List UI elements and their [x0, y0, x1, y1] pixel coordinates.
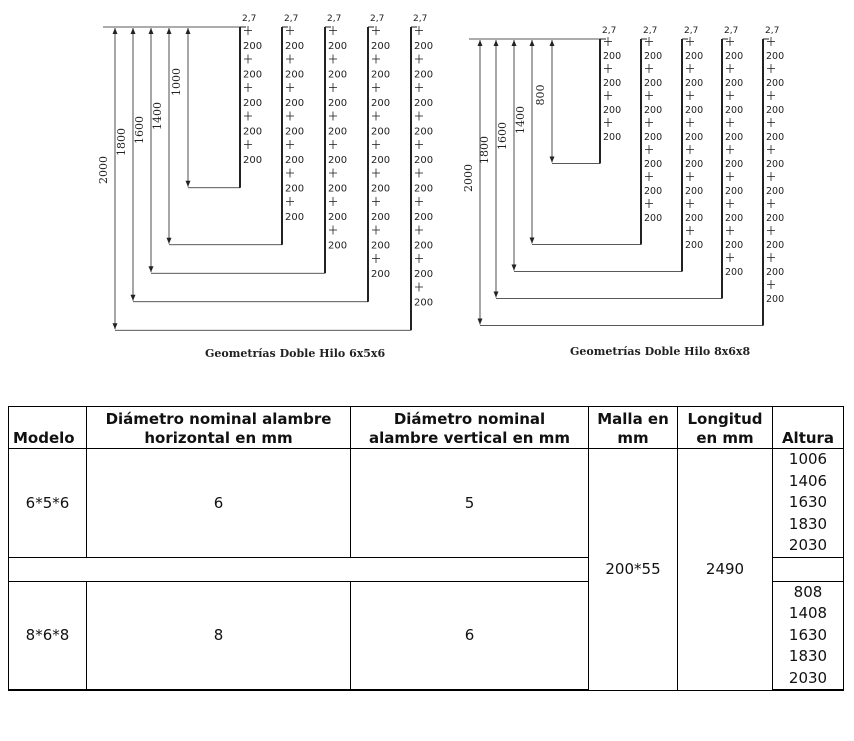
spec-table [8, 406, 844, 691]
arrow-down-icon [113, 323, 118, 329]
cell-longitud: 2490 [678, 449, 773, 691]
mesh-spacing-label: 200 [725, 186, 744, 197]
top-gap-label: 2,7 [284, 14, 299, 24]
mesh-spacing-label: 200 [328, 183, 348, 195]
mesh-spacing-label: 200 [766, 159, 785, 170]
arrow-down-icon [167, 238, 172, 244]
mesh-spacing-label: 200 [414, 97, 434, 109]
cell-alturas: 808 1408 1630 1830 2030 [773, 581, 844, 690]
mesh-spacing-label: 200 [285, 183, 305, 195]
separator-cell [9, 557, 589, 581]
height-dimension-label: 2000 [462, 164, 475, 192]
mesh-spacing-label: 200 [766, 51, 785, 62]
mesh-spacing-label: 200 [766, 132, 785, 143]
mesh-spacing-label: 200 [685, 186, 704, 197]
cell-alturas: 1006 1406 1630 1830 2030 [773, 449, 844, 558]
mesh-spacing-label: 200 [414, 240, 434, 252]
mesh-spacing-label: 200 [644, 51, 663, 62]
mesh-spacing-label: 200 [414, 268, 434, 280]
height-dimension-label: 1400 [514, 106, 527, 134]
mesh-spacing-label: 200 [328, 69, 348, 81]
height-dimension-label: 1000 [170, 68, 183, 96]
top-gap-label: 2,7 [327, 14, 342, 24]
mesh-spacing-label: 200 [243, 97, 263, 109]
cell-modelo: 6*5*6 [9, 449, 87, 558]
height-dimension-label: 1800 [478, 136, 491, 164]
mesh-spacing-label: 200 [328, 97, 348, 109]
arrow-up-icon [530, 40, 535, 46]
mesh-spacing-label: 200 [414, 40, 434, 52]
arrow-down-icon [149, 266, 154, 272]
mesh-spacing-label: 200 [328, 211, 348, 223]
mesh-spacing-label: 200 [685, 78, 704, 89]
mesh-spacing-label: 200 [285, 211, 305, 223]
mesh-spacing-label: 200 [603, 105, 622, 116]
height-dimension-label: 800 [534, 84, 547, 106]
mesh-spacing-label: 200 [766, 267, 785, 278]
height-dimension-label: 1400 [151, 102, 164, 130]
mesh-spacing-label: 200 [414, 183, 434, 195]
top-gap-label: 2,7 [413, 14, 428, 24]
cell-horizontal: 8 [87, 581, 351, 690]
cell-modelo: 8*6*8 [9, 581, 87, 690]
mesh-spacing-label: 200 [243, 126, 263, 138]
caption-right: Geometrías Doble Hilo 8x6x8 [570, 345, 751, 358]
cell-vertical: 5 [351, 449, 589, 558]
mesh-spacing-label: 200 [285, 97, 305, 109]
mesh-spacing-label: 200 [328, 154, 348, 166]
caption-left: Geometrías Doble Hilo 6x5x6 [205, 347, 386, 360]
arrow-up-icon [167, 28, 172, 34]
mesh-spacing-label: 200 [371, 183, 391, 195]
mesh-spacing-label: 200 [725, 105, 744, 116]
mesh-spacing-label: 200 [603, 132, 622, 143]
top-gap-label: 2,7 [602, 26, 617, 36]
height-dimension-label: 1600 [133, 116, 146, 144]
mesh-spacing-label: 200 [414, 211, 434, 223]
mesh-spacing-label: 200 [243, 69, 263, 81]
mesh-spacing-label: 200 [644, 159, 663, 170]
arrow-down-icon [186, 181, 191, 187]
mesh-spacing-label: 200 [725, 267, 744, 278]
cell-malla: 200*55 [589, 449, 678, 691]
header-altura: Altura [773, 407, 844, 449]
mesh-spacing-label: 200 [371, 126, 391, 138]
mesh-spacing-label: 200 [243, 40, 263, 52]
header-longitud: Longitud en mm [678, 407, 773, 449]
mesh-spacing-label: 200 [766, 213, 785, 224]
mesh-spacing-label: 200 [243, 154, 263, 166]
header-diametro-vertical: Diámetro nominal alambre vertical en mm [351, 407, 589, 449]
arrow-down-icon [131, 295, 136, 301]
mesh-spacing-label: 200 [328, 240, 348, 252]
header-malla: Malla en mm [589, 407, 678, 449]
arrow-down-icon [512, 265, 517, 271]
mesh-spacing-label: 200 [414, 69, 434, 81]
mesh-spacing-label: 200 [725, 240, 744, 251]
arrow-down-icon [478, 319, 483, 325]
mesh-spacing-label: 200 [685, 105, 704, 116]
mesh-spacing-label: 200 [766, 78, 785, 89]
mesh-spacing-label: 200 [644, 186, 663, 197]
top-gap-label: 2,7 [370, 14, 385, 24]
mesh-spacing-label: 200 [603, 51, 622, 62]
cell-horizontal: 6 [87, 449, 351, 558]
height-dimension-label: 1600 [496, 122, 509, 150]
height-dimension-label: 2000 [97, 156, 110, 184]
mesh-spacing-label: 200 [371, 40, 391, 52]
separator-cell-altura [773, 557, 844, 581]
mesh-spacing-label: 200 [644, 132, 663, 143]
top-gap-label: 2,7 [724, 26, 739, 36]
mesh-spacing-label: 200 [328, 40, 348, 52]
mesh-spacing-label: 200 [414, 154, 434, 166]
mesh-spacing-label: 200 [725, 78, 744, 89]
mesh-spacing-label: 200 [685, 51, 704, 62]
mesh-spacing-label: 200 [644, 105, 663, 116]
arrow-up-icon [550, 40, 555, 46]
mesh-spacing-label: 200 [766, 105, 785, 116]
mesh-spacing-label: 200 [725, 132, 744, 143]
top-gap-label: 2,7 [643, 26, 658, 36]
mesh-spacing-label: 200 [603, 78, 622, 89]
mesh-spacing-label: 200 [285, 69, 305, 81]
mesh-spacing-label: 200 [414, 126, 434, 138]
arrow-up-icon [131, 28, 136, 34]
arrow-up-icon [512, 40, 517, 46]
top-gap-label: 2,7 [684, 26, 699, 36]
mesh-spacing-label: 200 [371, 154, 391, 166]
arrow-down-icon [494, 292, 499, 298]
mesh-spacing-label: 200 [328, 126, 348, 138]
arrow-up-icon [478, 40, 483, 46]
mesh-spacing-label: 200 [285, 126, 305, 138]
mesh-spacing-label: 200 [725, 51, 744, 62]
mesh-spacing-label: 200 [371, 240, 391, 252]
header-diametro-horizontal: Diámetro nominal alambre horizontal en mm [87, 407, 351, 449]
height-dimension-label: 1800 [115, 128, 128, 156]
top-gap-label: 2,7 [765, 26, 780, 36]
arrow-down-icon [530, 238, 535, 244]
cell-vertical: 6 [351, 581, 589, 690]
arrow-up-icon [494, 40, 499, 46]
arrow-up-icon [186, 28, 191, 34]
arrow-up-icon [113, 28, 118, 34]
mesh-spacing-label: 200 [371, 69, 391, 81]
mesh-spacing-label: 200 [685, 159, 704, 170]
mesh-spacing-label: 200 [725, 213, 744, 224]
mesh-spacing-label: 200 [371, 97, 391, 109]
mesh-spacing-label: 200 [285, 40, 305, 52]
arrow-down-icon [550, 157, 555, 163]
mesh-spacing-label: 200 [766, 186, 785, 197]
arrow-up-icon [149, 28, 154, 34]
mesh-spacing-label: 200 [685, 213, 704, 224]
mesh-spacing-label: 200 [371, 268, 391, 280]
mesh-spacing-label: 200 [685, 240, 704, 251]
mesh-spacing-label: 200 [766, 294, 785, 305]
mesh-spacing-label: 200 [371, 211, 391, 223]
mesh-spacing-label: 200 [414, 297, 434, 309]
top-gap-label: 2,7 [242, 14, 257, 24]
mesh-spacing-label: 200 [644, 78, 663, 89]
header-modelo: Modelo [9, 407, 87, 449]
mesh-spacing-label: 200 [644, 213, 663, 224]
mesh-spacing-label: 200 [725, 159, 744, 170]
mesh-spacing-label: 200 [766, 240, 785, 251]
mesh-spacing-label: 200 [685, 132, 704, 143]
mesh-spacing-label: 200 [285, 154, 305, 166]
